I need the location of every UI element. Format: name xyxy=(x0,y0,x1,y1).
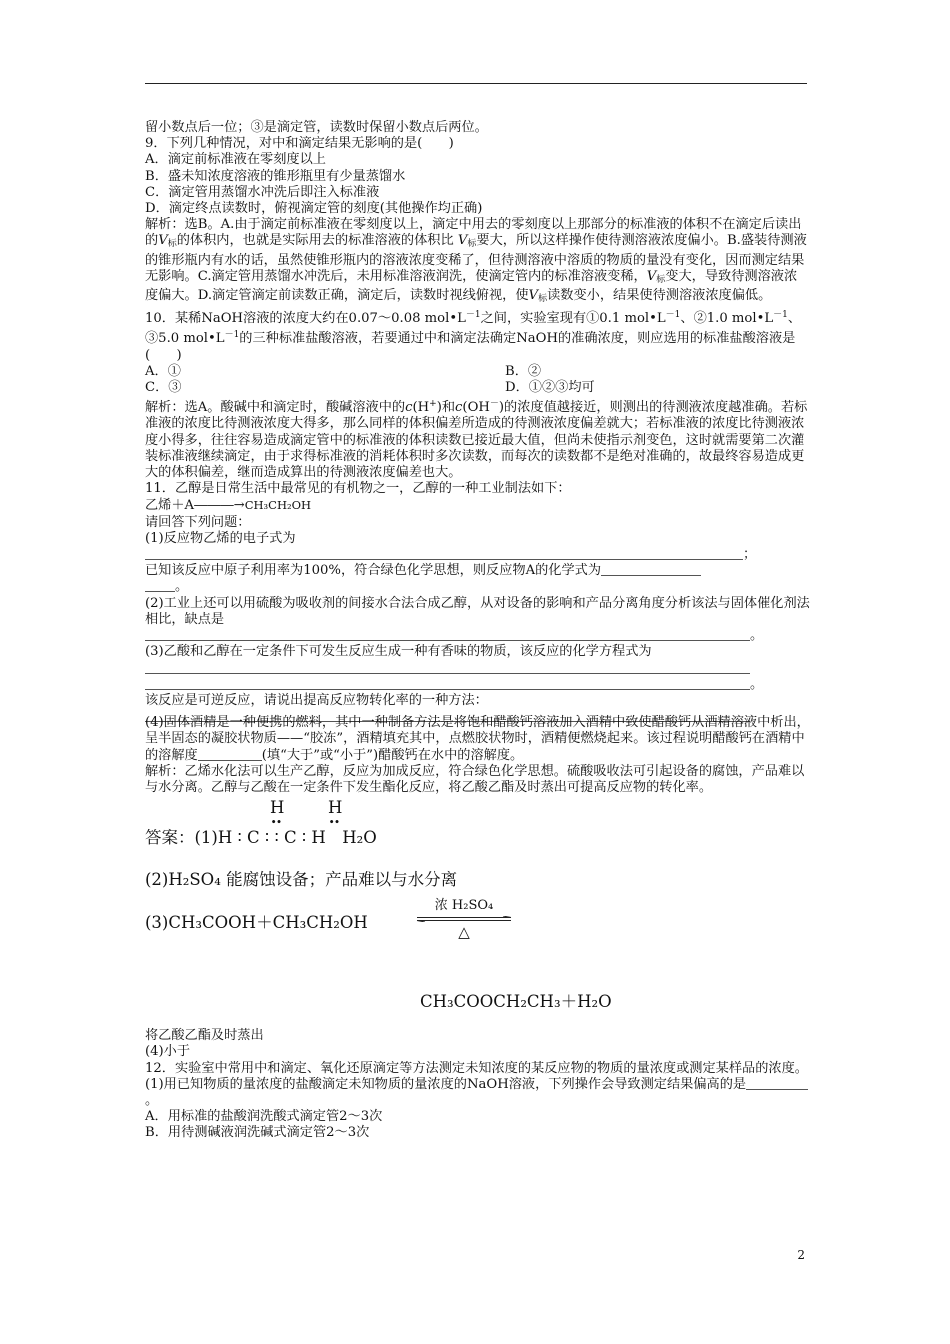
header-rule xyxy=(145,83,807,84)
answer-1: 答案：(1)H ∶ C ∶ ∶ C ∶ H H₂O xyxy=(145,828,377,848)
heat-symbol: △ xyxy=(458,923,470,942)
question-10-stem: 10．某稀NaOH溶液的浓度大约在0.07～0.08 $mol•L^{-1}$之间，实验室现有①0.1 $mol•L^{-1}$、②1.0 $mol•L^{-1}$、③5.0 $mol•L^{-1}$的三种标准盐酸溶液，若要通过中和滴定法确定NaOH的准确浓度，则应选用的标准盐酸溶液是( ) xyxy=(145,310,802,363)
answer-3-method: 将乙酸乙酯及时蒸出 xyxy=(145,1028,264,1044)
question-9-explanation: 解析：选B。A.由于滴定前标准液在零刻度以上，滴定中用去的零刻度以上那部分的标准液的体积不在滴定后读出的$V_标$的体积内，也就是实际用去的标准溶液的体积比 $V_标$要大，所以这样操作使待测溶液浓度偏小。B.盛装待测液的锥形瓶内有水的话，虽然使锥形瓶内的溶液浓度变稀了，但待测溶液中溶质的物质的量没有变化，因而测定结果无影响。C.滴定管用蒸馏水冲洗后，未用标准溶液润洗，使滴定管内的标准溶液变稀，$V_标$变大，导致待测溶液浓度偏大。D.滴定管滴定前读数正确，滴定后，读数时视线俯视，使$V_标$读数变小，结果使待测溶液浓度偏低。 xyxy=(145,217,807,305)
sub-question-1b: 已知该反应中原子利用率为100%，符合绿色化学思想，则反应物A的化学式为 。 xyxy=(145,563,810,595)
page-number: 2 xyxy=(797,1248,805,1262)
question-11-explanation: 解析：乙烯水化法可以生产乙醇，反应为加成反应，符合绿色化学思想。硫酸吸收法可引起设备的腐蚀，产品难以与水分离。乙醇与乙酸在一定条件下发生酯化反应，将乙酸乙酯及时蒸出可提高反应物的转化率。 xyxy=(145,763,805,795)
answer-3-products: CH₃COOCH₂CH₃＋H₂O xyxy=(420,992,612,1012)
question-12-part-1: (1)用已知物质的量浓度的盐酸滴定未知物质的量浓度的NaOH溶液，下列操作会导致测定结果偏高的是。 xyxy=(145,1077,810,1109)
h-atom-top: H xyxy=(270,798,285,818)
document-body xyxy=(145,120,810,1142)
option-a: A．用标准的盐酸润洗酸式滴定管2～3次 xyxy=(145,1109,383,1125)
answer-block xyxy=(145,796,810,1028)
answer-4: (4)小于 xyxy=(145,1044,191,1060)
answer-line: 。 xyxy=(145,677,810,693)
reaction-condition: 浓 H₂SO₄ xyxy=(434,898,494,914)
question-10-explanation: 解析：选A。酸碱中和滴定时，酸碱溶液中的c(H+)和c(OH－)的浓度值越接近，则测出的待测液浓度越准确。若标准液的浓度比待测液浓度大得多，那么同样的体积偏差所造成的待测液浓度偏差就大；若标准液的浓度比待测液浓度小得多，往往容易造成滴定管中的标准液的体积读数已接近最大值，但尚未使指示剂变色，这时就需要第二次灌装标准液继续滴定，由于求得标准液的消耗体积时多次读数，而每次的读数都不是绝对准确的，故最终容易造成更大的体积偏差，继而造成算出的待测液浓度偏差也大。 xyxy=(145,399,808,481)
text-line: 留小数点后一位；③是滴定管，读数时保留小数点后两位。 xyxy=(145,120,488,135)
option-d: D．滴定终点读数时，俯视滴定管的刻度(其他操作均正确) xyxy=(145,201,483,217)
option-b: B．用待测碱液润洗碱式滴定管2～3次 xyxy=(145,1125,370,1141)
option-a: A．① xyxy=(145,363,181,379)
options-row xyxy=(145,364,810,380)
option-c: C．滴定管用蒸馏水冲洗后即注入标准液 xyxy=(145,184,380,200)
options-row xyxy=(145,380,810,396)
option-b: B．盛未知浓度溶液的锥形瓶里有少量蒸馏水 xyxy=(145,168,406,184)
answer-line: ； xyxy=(145,547,810,563)
reaction-scheme: 乙烯＋A―――→CH₃CH₂OH xyxy=(145,498,312,514)
question-12-stem: 12．实验室中常用中和滴定、氧化还原滴定等方法测定未知浓度的某反应物的物质的量浓度或测定某样品的浓度。 xyxy=(145,1060,808,1076)
option-b: B．② xyxy=(505,363,542,379)
option-d: D．①②③均可 xyxy=(505,380,595,396)
answer-line xyxy=(145,661,810,677)
option-c: C．③ xyxy=(145,380,182,396)
reversible-arrow xyxy=(415,898,513,940)
lone-pair-dots: ∙∙ xyxy=(329,815,340,829)
question-9-stem: 9．下列几种情况，对中和滴定结果无影响的是( ) xyxy=(145,136,454,152)
answer-2: (2)H₂SO₄ 能腐蚀设备；产品难以与水分离 xyxy=(145,870,458,890)
sub-question-3b: 该反应是可逆反应，请说出提高反应物转化率的一种方法： xyxy=(145,692,488,708)
answer-3: (3)CH₃COOH＋CH₃CH₂OH xyxy=(145,913,368,933)
sub-question-2: (2)工业上还可以用硫酸为吸收剂的间接水合法合成乙醇，从对设备的影响和产品分离角度分析该法与固体催化剂法相比，缺点是 xyxy=(145,595,810,627)
equilibrium-arrow-icon xyxy=(415,916,513,922)
lone-pair-dots: ∙∙ xyxy=(271,815,282,829)
sub-question-3: (3)乙酸和乙醇在一定条件下可发生反应生成一种有香味的物质，该反应的化学方程式为 xyxy=(145,644,652,660)
prompt: 请回答下列问题： xyxy=(145,514,251,530)
answer-line: 。 xyxy=(145,628,810,644)
sub-question-1: (1)反应物乙烯的电子式为 xyxy=(145,530,296,546)
h-atom-top: H xyxy=(328,798,343,818)
option-a: A．滴定前标准液在零刻度以上 xyxy=(145,152,326,168)
sub-question-4: (4)固体酒精是一种便携的燃料，其中一种制备方法是将饱和醋酸钙溶液加入酒精中致使醋酸钙从酒精溶液中析出，呈半固态的凝胶状物质——“胶冻”，酒精填充其中，点燃胶状物时，酒精便燃烧起来。该过程说明醋酸钙在酒精中的溶解度 (填“大于”或“小于”)醋酸钙在水中的溶解度。 xyxy=(145,715,810,763)
question-11-stem: 11．乙醇是日常生活中最常见的有机物之一，乙醇的一种工业制法如下： xyxy=(145,481,571,497)
